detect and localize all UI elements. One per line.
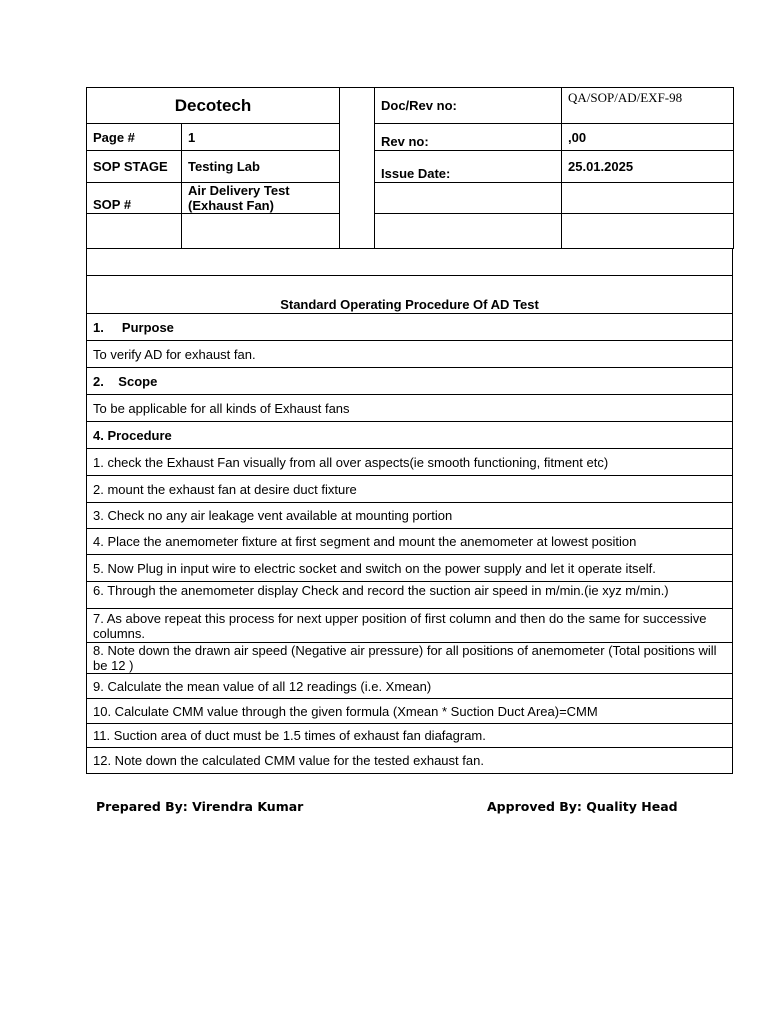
document-title: Standard Operating Procedure Of AD Test <box>86 276 733 314</box>
stage-value: Testing Lab <box>182 151 340 183</box>
empty-cell <box>87 214 182 249</box>
issue-date-value: 25.01.2025 <box>562 151 734 183</box>
procedure-table <box>86 248 733 774</box>
scope-heading: 2. Scope <box>86 368 733 395</box>
procedure-step: 1. check the Exhaust Fan visually from all over aspects(ie smooth functioning, fitment etc) <box>86 449 733 476</box>
issue-date-label: Issue Date: <box>375 151 562 183</box>
procedure-step: 5. Now Plug in input wire to electric socket and switch on the power supply and let it operate itself. <box>86 555 733 582</box>
prepared-by: Prepared By: Virendra Kumar <box>96 799 304 814</box>
empty-cell <box>562 214 734 249</box>
procedure-step: 4. Place the anemometer fixture at first segment and mount the anemometer at lowest position <box>86 529 733 555</box>
procedure-step: 3. Check no any air leakage vent available at mounting portion <box>86 503 733 529</box>
empty-cell <box>375 183 562 214</box>
purpose-heading: 1. Purpose <box>86 314 733 341</box>
empty-cell <box>562 183 734 214</box>
blank-row <box>86 248 733 276</box>
stage-label: SOP STAGE <box>87 151 182 183</box>
spacer-column <box>340 88 375 249</box>
page-value: 1 <box>182 124 340 151</box>
procedure-step: 2. mount the exhaust fan at desire duct fixture <box>86 476 733 503</box>
company-name: Decotech <box>87 88 340 124</box>
procedure-step: 10. Calculate CMM value through the given formula (Xmean * Suction Duct Area)=CMM <box>86 699 733 724</box>
header-table <box>86 87 734 249</box>
empty-cell <box>375 214 562 249</box>
approved-by: Approved By: Quality Head <box>487 799 678 814</box>
doc-rev-label: Doc/Rev no: <box>375 88 562 124</box>
purpose-text: To verify AD for exhaust fan. <box>86 341 733 368</box>
procedure-step: 8. Note down the drawn air speed (Negative air pressure) for all positions of anemometer (Total positions will be 12 ) <box>86 643 733 674</box>
procedure-step: 9. Calculate the mean value of all 12 readings (i.e. Xmean) <box>86 674 733 699</box>
rev-label: Rev no: <box>375 124 562 151</box>
scope-text: To be applicable for all kinds of Exhaust fans <box>86 395 733 422</box>
procedure-step: 11. Suction area of duct must be 1.5 times of exhaust fan diafagram. <box>86 724 733 748</box>
procedure-step: 7. As above repeat this process for next upper position of first column and then do the same for successive columns. <box>86 609 733 643</box>
procedure-step: 6. Through the anemometer display Check and record the suction air speed in m/min.(ie xyz m/min.) <box>86 582 733 609</box>
sop-label: SOP # <box>87 183 182 214</box>
rev-value: ,00 <box>562 124 734 151</box>
procedure-step: 12. Note down the calculated CMM value for the tested exhaust fan. <box>86 748 733 774</box>
doc-rev-value: QA/SOP/AD/EXF-98 <box>562 88 734 124</box>
procedure-heading: 4. Procedure <box>86 422 733 449</box>
sop-value: Air Delivery Test (Exhaust Fan) <box>182 183 340 214</box>
empty-cell <box>182 214 340 249</box>
page-label: Page # <box>87 124 182 151</box>
